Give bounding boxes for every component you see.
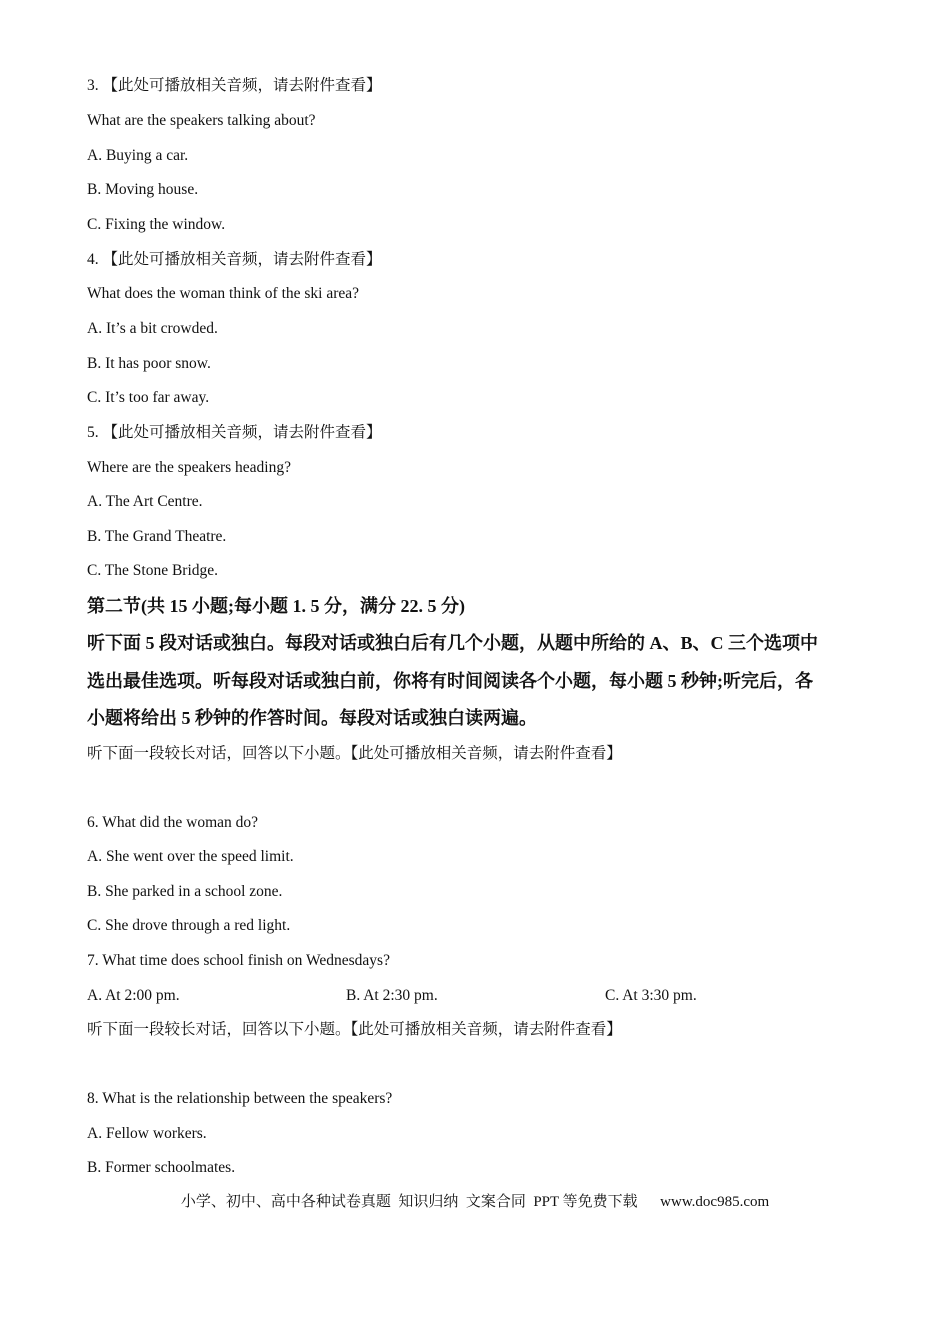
- q6-option-b: B. She parked in a school zone.: [87, 883, 283, 900]
- section2-instructions-line2: 选出最佳选项。听每段对话或独白前，你将有时间阅读各个小题，每小题 5 秒钟;听完后，各: [87, 671, 813, 691]
- q7-option-b: B. At 2:30 pm.: [346, 987, 438, 1004]
- q4-number: 4. 【此处可播放相关音频，请去附件查看】: [87, 251, 382, 268]
- q3-option-b: B. Moving house.: [87, 181, 199, 198]
- q8-option-b: B. Former schoolmates.: [87, 1159, 236, 1176]
- q6-option-a: A. She went over the speed limit.: [87, 848, 294, 865]
- q6-question: 6. What did the woman do?: [87, 814, 259, 831]
- q6-option-c: C. She drove through a red light.: [87, 917, 291, 934]
- q3-question: What are the speakers talking about?: [87, 112, 316, 129]
- q5-option-a: A. The Art Centre.: [87, 493, 203, 510]
- q8-question: 8. What is the relationship between the speakers?: [87, 1090, 393, 1107]
- q7-question: 7. What time does school finish on Wednesdays?: [87, 952, 390, 969]
- q5-question: Where are the speakers heading?: [87, 459, 291, 476]
- q7-option-c: C. At 3:30 pm.: [605, 987, 697, 1004]
- dialogue-intro-2: 听下面一段较长对话，回答以下小题。【此处可播放相关音频，请去附件查看】: [87, 1021, 622, 1038]
- q3-option-a: A. Buying a car.: [87, 147, 189, 164]
- q5-option-c: C. The Stone Bridge.: [87, 562, 219, 579]
- q4-question: What does the woman think of the ski area?: [87, 285, 360, 302]
- q8-option-a: A. Fellow workers.: [87, 1125, 207, 1142]
- section2-heading: 第二节(共 15 小题;每小题 1. 5 分，满分 22. 5 分): [87, 596, 465, 616]
- q4-option-b: B. It has poor snow.: [87, 355, 211, 372]
- q5-number: 5. 【此处可播放相关音频，请去附件查看】: [87, 424, 382, 441]
- q4-option-c: C. It’s too far away.: [87, 389, 210, 406]
- dialogue-intro-1: 听下面一段较长对话，回答以下小题。【此处可播放相关音频，请去附件查看】: [87, 745, 622, 762]
- section2-instructions-line1: 听下面 5 段对话或独白。每段对话或独白后有几个小题，从题中所给的 A、B、C 三个选项中: [87, 633, 818, 653]
- q3-option-c: C. Fixing the window.: [87, 216, 226, 233]
- q4-option-a: A. It’s a bit crowded.: [87, 320, 218, 337]
- page-footer: 小学、初中、高中各种试卷真题 知识归纳 文案合同 PPT 等免费下载 www.doc985.com: [180, 1194, 770, 1210]
- q5-option-b: B. The Grand Theatre.: [87, 528, 227, 545]
- q3-number: 3. 【此处可播放相关音频，请去附件查看】: [87, 77, 382, 94]
- section2-instructions-line3: 小题将给出 5 秒钟的作答时间。每段对话或独白读两遍。: [87, 708, 537, 728]
- q7-option-a: A. At 2:00 pm.: [87, 987, 180, 1004]
